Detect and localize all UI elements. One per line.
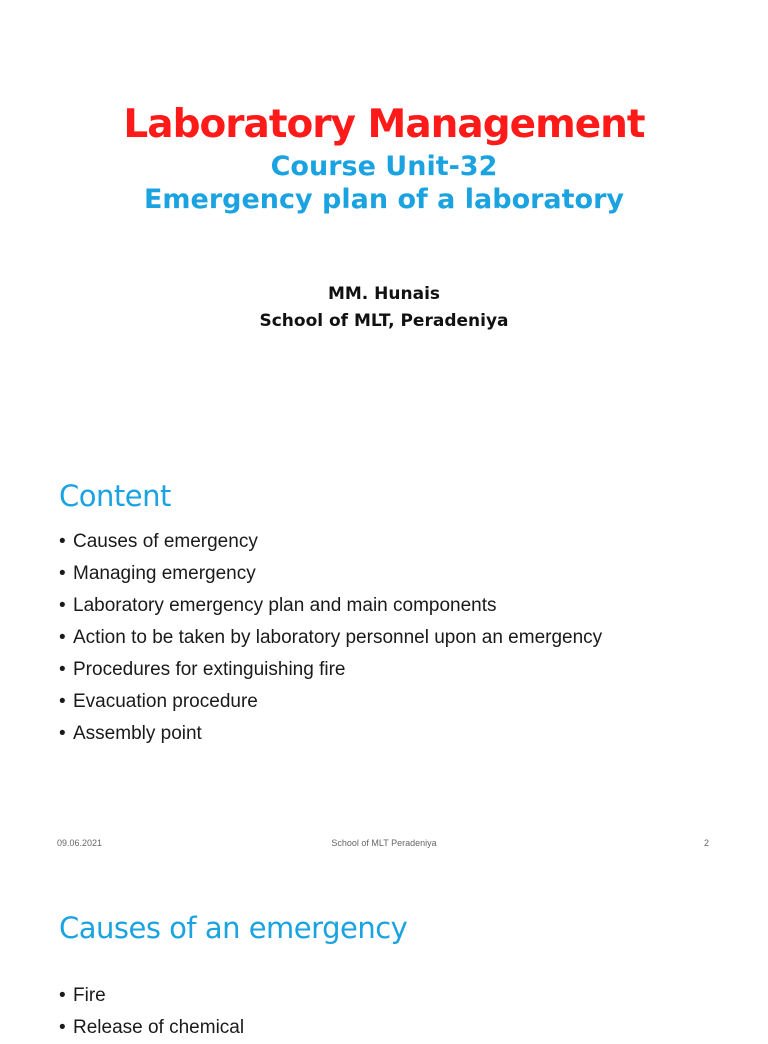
list-item: • Release of chemical — [59, 1012, 244, 1044]
course-unit: Course Unit-32 — [270, 151, 498, 182]
author-name: MM. Hunais — [327, 284, 441, 304]
footer-date: 09.06.2021 — [57, 838, 103, 848]
list-item: • Fire — [59, 980, 244, 1012]
causes-slide — [0, 862, 768, 1038]
list-item: • Laboratory emergency plan and main components — [59, 590, 602, 622]
author-institution: School of MLT, Peradeniya — [259, 311, 509, 331]
list-item: • Managing emergency — [59, 558, 602, 590]
list-item: • Action to be taken by laboratory personnel upon an emergency — [59, 622, 602, 654]
page-number: 2 — [703, 838, 709, 848]
slide-title: Laboratory Management — [123, 102, 645, 147]
title-slide — [0, 0, 768, 430]
footer-organization: School of MLT Peradeniya — [331, 838, 437, 848]
content-slide — [0, 430, 768, 862]
content-heading: Content — [59, 479, 171, 513]
slide-subtitle: Emergency plan of a laboratory — [143, 184, 625, 215]
list-item: • Assembly point — [59, 718, 602, 750]
causes-list — [59, 980, 244, 1044]
causes-heading: Causes of an emergency — [59, 911, 408, 945]
list-item: • Evacuation procedure — [59, 686, 602, 718]
list-item: • Procedures for extinguishing fire — [59, 654, 602, 686]
content-list — [59, 526, 602, 750]
list-item: • Causes of emergency — [59, 526, 602, 558]
